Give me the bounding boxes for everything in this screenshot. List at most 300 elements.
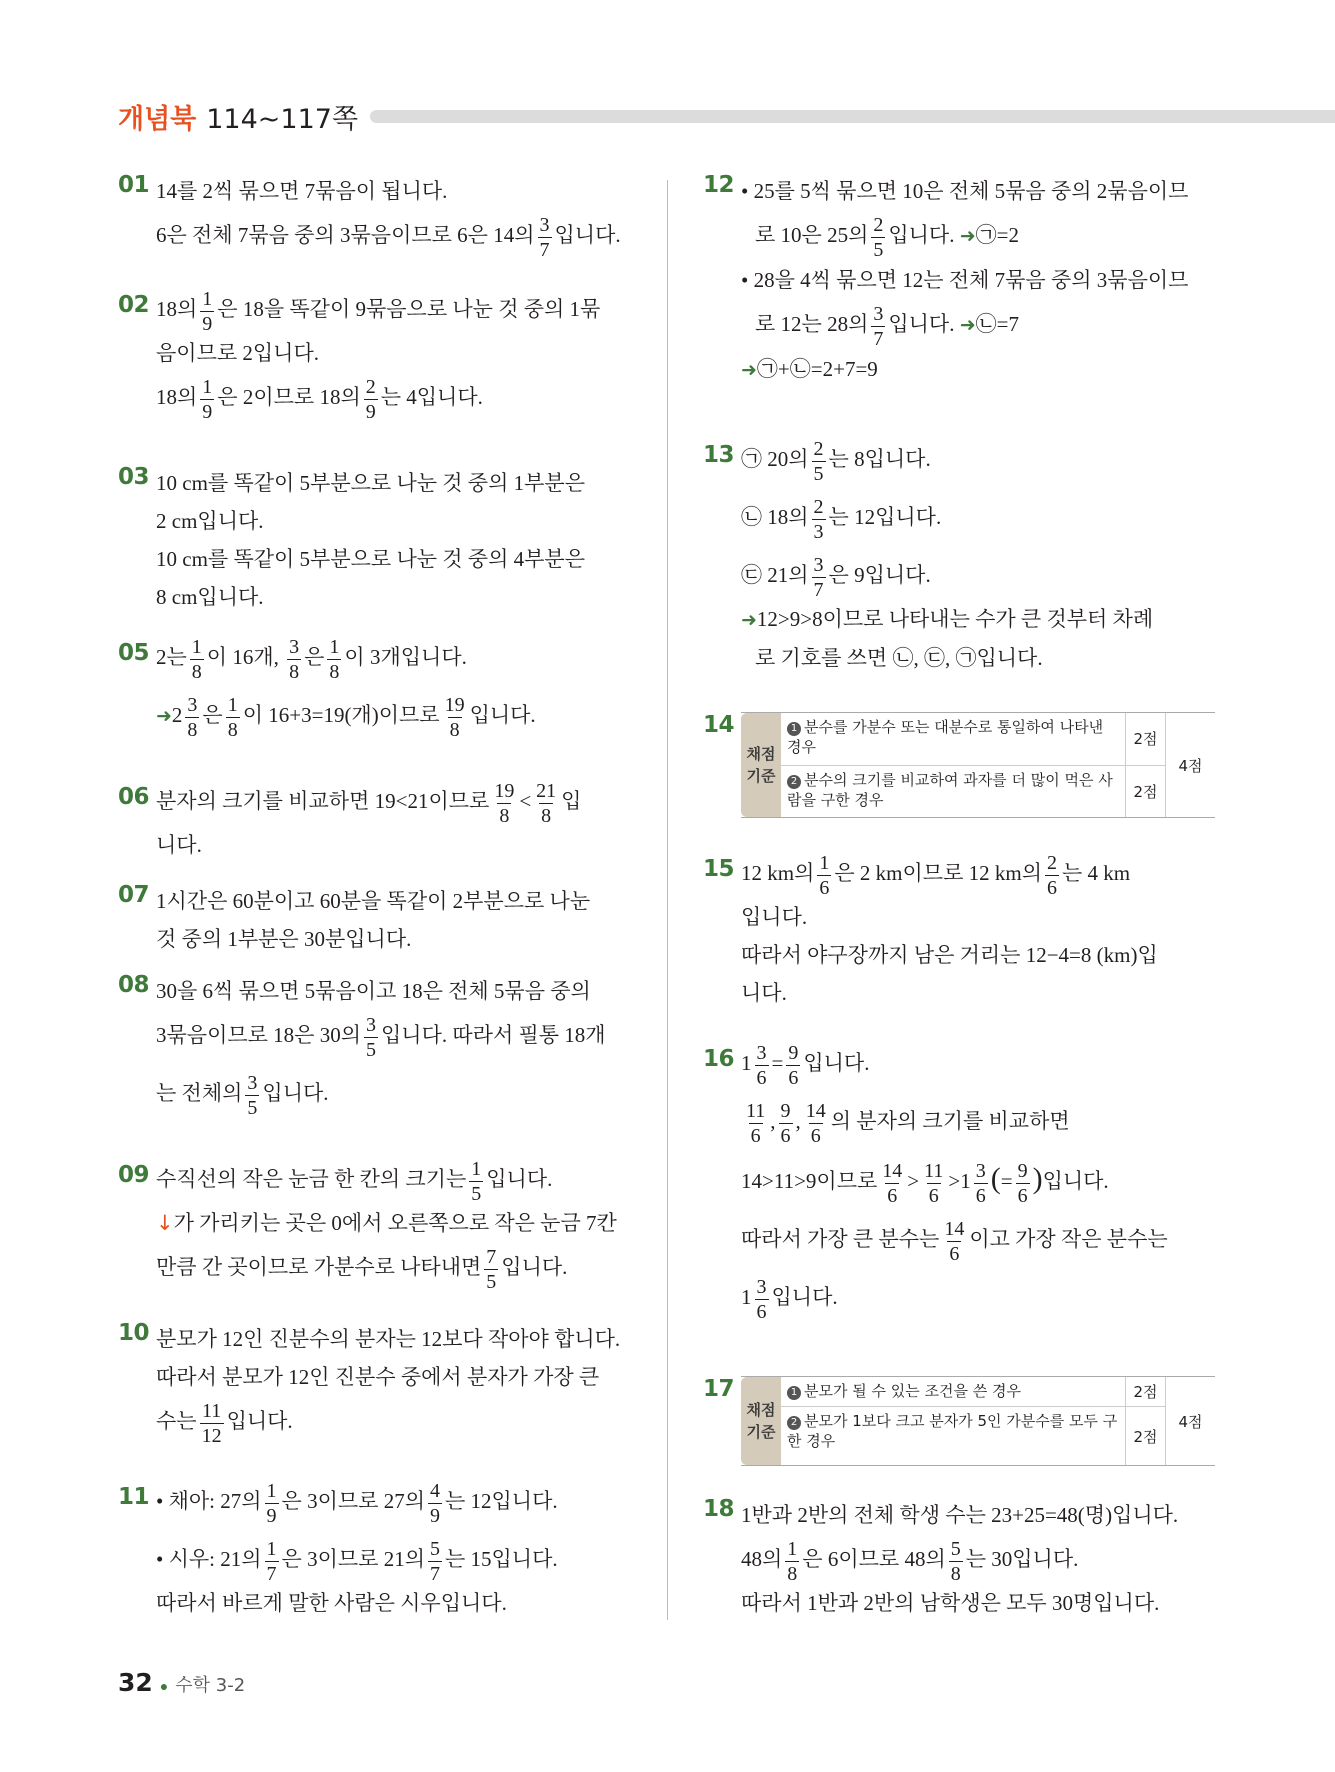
answer-number: 07 <box>118 882 150 908</box>
answer-number: 03 <box>118 464 150 490</box>
rubric-label <box>741 1377 781 1465</box>
numerator: 1 <box>202 375 213 398</box>
text: 분수의 크기를 비교하여 과자를 더 많이 먹은 사람을 구한 경우 <box>787 770 1113 809</box>
numerator: 2 <box>873 213 884 236</box>
fraction <box>443 695 467 740</box>
fraction <box>492 781 516 826</box>
denominator: 6 <box>780 1124 791 1147</box>
denominator: 6 <box>810 1124 821 1147</box>
numerator: 5 <box>950 1537 961 1560</box>
answer-line: $\frac{11}{6}$ , $\frac{9}{6}$ , $\frac{14}{6}$ 의 분자의 크기를 비교하면 <box>746 1099 1070 1147</box>
text: 는 전체의 <box>156 1081 243 1105</box>
rubric-points: 2점 <box>1125 1377 1165 1406</box>
fraction <box>265 1481 279 1526</box>
rubric-rows <box>781 713 1165 817</box>
denominator: 6 <box>949 1242 960 1265</box>
numerator: 3 <box>813 553 824 576</box>
text: ㉠=2 <box>975 223 1019 247</box>
answer-line <box>741 600 1215 639</box>
text: 이 16+3=19(개)이므로 <box>242 703 440 727</box>
text: 18의 <box>156 385 198 409</box>
whole-number: 1 <box>960 1169 971 1193</box>
text: 은 2이므로 18의 <box>217 385 361 409</box>
right-arrow-icon: ➜ <box>959 314 976 336</box>
denominator: 7 <box>873 327 884 350</box>
answer-number: 02 <box>118 292 150 318</box>
fraction <box>922 1161 945 1206</box>
numerator: 2 <box>813 495 824 518</box>
denominator: 6 <box>1046 876 1057 899</box>
text: 는 12입니다. <box>444 1489 558 1513</box>
rubric-points: 2점 <box>1125 713 1165 765</box>
fraction <box>226 695 240 740</box>
rubric-criterion <box>781 713 1125 765</box>
answer-line <box>741 848 1215 898</box>
text: 14>11>9이므로 <box>741 1169 878 1193</box>
text: 은 <box>202 703 223 727</box>
answer-14 <box>703 712 1215 818</box>
rubric-total: 4점 <box>1165 1377 1215 1465</box>
numerator: 21 <box>536 779 557 802</box>
text: 분모가 1보다 크고 분자가 5인 가분수를 모두 구한 경우 <box>787 1412 1118 1450</box>
right-arrow-icon: ➜ <box>156 705 172 727</box>
numerator: 3 <box>366 1013 377 1036</box>
answer-line <box>156 1010 633 1060</box>
answer-line: 1반과 2반의 전체 학생 수는 23+25=48(명)입니다. <box>741 1503 1179 1527</box>
denominator: 6 <box>887 1184 898 1207</box>
text: 입니다. 따라서 필통 18개 <box>381 1023 606 1047</box>
text: 48의 <box>741 1547 783 1571</box>
rubric-criterion <box>781 766 1125 818</box>
numerator: 3 <box>873 302 884 325</box>
answer-line <box>156 1242 633 1292</box>
answer-line: 니다. <box>156 833 202 857</box>
answer-number: 06 <box>118 784 150 810</box>
answer-line: 입니다. <box>741 905 808 929</box>
fraction <box>364 377 378 422</box>
numerator: 9 <box>1017 1159 1028 1182</box>
text: 입니다. <box>1042 1169 1109 1193</box>
rubric-criterion <box>781 1377 1125 1406</box>
answer-number: 18 <box>703 1496 735 1522</box>
numerator: 14 <box>882 1159 903 1182</box>
fraction <box>484 1247 498 1292</box>
answer-number: 05 <box>118 640 150 666</box>
answer-line <box>156 1396 633 1446</box>
denominator: 5 <box>366 1038 377 1061</box>
text: 은 3이므로 27의 <box>281 1489 425 1513</box>
text: ㉡=7 <box>975 312 1019 336</box>
text: ㉠ 20의 <box>741 447 809 471</box>
denominator: 5 <box>486 1270 497 1293</box>
denominator: 7 <box>429 1562 440 1585</box>
circled-two-icon: 2 <box>787 1416 801 1430</box>
page-footer <box>118 1668 245 1697</box>
text: 이 16개, <box>206 645 279 669</box>
text: 12 km의 <box>741 861 815 885</box>
numerator: 1 <box>202 287 213 310</box>
denominator: 6 <box>788 1066 799 1089</box>
numerator: 1 <box>819 851 830 874</box>
fraction <box>327 637 341 682</box>
right-arrow-icon: ➜ <box>741 359 757 381</box>
text: 이 3개입니다. <box>344 645 467 669</box>
answer-line: 따라서 야구장까지 남은 거리는 12−4=8 (km)입 <box>741 943 1158 967</box>
numerator: 9 <box>788 1041 799 1064</box>
answer-line <box>741 299 1215 350</box>
numerator: 11 <box>201 1399 222 1422</box>
rubric-criterion <box>781 1407 1125 1465</box>
numerator: 1 <box>787 1537 798 1560</box>
fraction <box>1045 853 1059 898</box>
text: 입니다. <box>771 1285 838 1309</box>
numerator: 1 <box>266 1479 277 1502</box>
text: 입니다. <box>262 1081 329 1105</box>
numerator: 9 <box>780 1099 791 1122</box>
text: 기준 <box>746 767 776 785</box>
page-header <box>118 96 1335 136</box>
text: 는 30입니다. <box>965 1547 1079 1571</box>
answer-17 <box>703 1376 1215 1466</box>
fraction <box>817 853 831 898</box>
answer-number: 17 <box>703 1376 735 1402</box>
answer-line: 로 기호를 쓰면 ㉡, ㉢, ㉠입니다. <box>755 646 1043 670</box>
rubric-rows <box>781 1377 1165 1465</box>
numerator: 19 <box>444 693 465 716</box>
numerator: 14 <box>944 1217 965 1240</box>
text: 는 4 km <box>1061 861 1131 885</box>
numerator: 3 <box>975 1159 986 1182</box>
text: 는 4입니다. <box>380 385 483 409</box>
fraction <box>949 1539 963 1584</box>
fraction <box>785 1539 799 1584</box>
whole-number: 1 <box>741 1285 752 1309</box>
text: 가 가리키는 곳은 0에서 오른쪽으로 작은 눈금 7칸 <box>173 1211 617 1235</box>
fraction <box>804 1101 828 1146</box>
denominator: 9 <box>202 400 213 423</box>
denominator: 8 <box>187 718 198 741</box>
answer-number: 09 <box>118 1162 150 1188</box>
denominator: 6 <box>756 1066 767 1089</box>
right-arrow-icon: ➜ <box>741 609 757 631</box>
denominator: 6 <box>975 1184 986 1207</box>
answer-line: 음이므로 2입니다. <box>156 341 320 365</box>
answer-line <box>741 434 1215 484</box>
denominator: 9 <box>429 1504 440 1527</box>
numerator: 2 <box>1046 851 1057 874</box>
answer-line: • 28을 4씩 묶으면 12는 전체 7묶음 중의 3묶음이므 <box>741 268 1189 292</box>
fraction <box>200 1401 224 1446</box>
text: 입니다. <box>888 223 955 247</box>
answer-line <box>741 1038 1215 1088</box>
fraction <box>871 215 885 260</box>
numerator: 2 <box>813 437 824 460</box>
numerator: 7 <box>486 1245 497 1268</box>
down-arrow-icon: ↓ <box>156 1211 174 1235</box>
denominator: 8 <box>787 1562 798 1585</box>
denominator: 8 <box>227 718 238 741</box>
equals-sign: = <box>771 1051 784 1075</box>
answer-line: 니다. <box>741 981 787 1005</box>
text: 는 8입니다. <box>828 447 931 471</box>
text: 기준 <box>746 1423 776 1441</box>
answer-line <box>156 632 633 682</box>
fraction <box>755 1043 769 1088</box>
answer-number: 11 <box>118 1484 150 1510</box>
fraction <box>428 1539 442 1584</box>
denominator: 8 <box>289 660 300 683</box>
denominator: 9 <box>202 312 213 335</box>
fraction <box>200 289 214 334</box>
text: 는 15입니다. <box>444 1547 558 1571</box>
denominator: 8 <box>541 804 552 827</box>
text: 는 12입니다. <box>828 505 942 529</box>
bullet-dot-icon: ● <box>159 1680 169 1695</box>
numerator: 1 <box>329 635 340 658</box>
page-range: 114~117쪽 <box>206 103 359 135</box>
rubric-row <box>781 1407 1165 1465</box>
text: 입 <box>561 789 582 813</box>
text: 입니다. <box>501 1255 568 1279</box>
answer-line: 것 중의 1부분은 30분입니다. <box>156 927 412 951</box>
denominator: 8 <box>950 1562 961 1585</box>
text: 은 6이므로 48의 <box>802 1547 946 1571</box>
page-number: 32 <box>118 1668 153 1697</box>
text: 채점 <box>746 1401 776 1419</box>
answer-line: 10 cm를 똑같이 5부분으로 나눈 것 중의 1부분은 <box>156 471 585 495</box>
numerator: 3 <box>289 635 300 658</box>
denominator: 6 <box>1017 1184 1028 1207</box>
rubric-points: 2점 <box>1125 766 1165 818</box>
denominator: 8 <box>329 660 340 683</box>
answer-line <box>741 1214 1215 1264</box>
scoring-rubric <box>741 1376 1215 1466</box>
text: • 채아: 27의 <box>156 1489 262 1513</box>
denominator: 5 <box>813 462 824 485</box>
text: 수직선의 작은 눈금 한 칸의 크기는 <box>156 1167 467 1191</box>
scoring-rubric <box>741 712 1215 818</box>
text: 입니다. <box>803 1051 870 1075</box>
answer-line <box>741 550 1215 600</box>
fraction <box>538 215 552 260</box>
denominator: 12 <box>201 1424 222 1447</box>
denominator: 7 <box>266 1562 277 1585</box>
fraction <box>755 1277 769 1322</box>
denominator: 6 <box>750 1124 761 1147</box>
answer-number: 15 <box>703 856 735 882</box>
text: 은 9입니다. <box>828 563 931 587</box>
text: 입니다. <box>469 703 536 727</box>
numerator: 1 <box>227 693 238 716</box>
text: ㉢ 21의 <box>741 563 809 587</box>
text: 로 10은 25의 <box>755 223 869 247</box>
answer-line: 따라서 1반과 2반의 남학생은 모두 30명입니다. <box>741 1591 1160 1615</box>
text: 12>9>8이므로 나타내는 수가 큰 것부터 차례 <box>756 607 1154 631</box>
numerator: 11 <box>924 1159 944 1182</box>
fraction <box>974 1161 988 1206</box>
denominator: 7 <box>813 578 824 601</box>
numerator: 1 <box>266 1537 277 1560</box>
answer-line <box>156 372 633 422</box>
numerator: 1 <box>471 1157 482 1180</box>
text: 3묶음이므로 18은 30의 <box>156 1023 362 1047</box>
fraction <box>1016 1161 1030 1206</box>
rubric-total: 4점 <box>1165 713 1215 817</box>
answer-line <box>741 210 1215 261</box>
answer-line: 14를 2씩 묶으면 7묶음이 됩니다. <box>156 179 448 203</box>
text: 6은 전체 7묶음 중의 3묶음이므로 6은 14의 <box>156 223 535 247</box>
fraction <box>200 377 214 422</box>
text: 은 18을 똑같이 9묶음으로 나눈 것 중의 1묶 <box>217 297 601 321</box>
numerator: 5 <box>429 1537 440 1560</box>
fraction <box>942 1219 966 1264</box>
denominator: 5 <box>873 238 884 261</box>
fraction <box>812 555 826 600</box>
rubric-row <box>781 713 1165 766</box>
numerator: 4 <box>429 1479 440 1502</box>
answer-line <box>156 1068 633 1118</box>
denominator: 9 <box>365 400 376 423</box>
text: 분수를 가분수 또는 대분수로 통일하여 나타낸 경우 <box>787 718 1104 756</box>
numerator: 11 <box>746 1099 766 1122</box>
denominator: 5 <box>247 1096 258 1119</box>
text: 은 2 km이므로 12 km의 <box>834 861 1042 885</box>
denominator: 5 <box>471 1182 482 1205</box>
rubric-row <box>781 1377 1165 1407</box>
answer-line <box>741 350 1215 389</box>
numerator: 3 <box>247 1071 258 1094</box>
concept-book-label: 개념북 <box>118 103 197 135</box>
text: 입니다. <box>226 1409 293 1433</box>
numerator: 1 <box>191 635 202 658</box>
answer-number: 12 <box>703 172 735 198</box>
text: 18의 <box>156 297 198 321</box>
fraction <box>786 1043 800 1088</box>
text: 따라서 가장 큰 분수는 <box>741 1227 940 1251</box>
fraction <box>534 781 558 826</box>
text: 입니다. <box>554 223 621 247</box>
fraction <box>190 637 204 682</box>
text: 의 분자의 크기를 비교하면 <box>830 1109 1070 1133</box>
circled-one-icon: 1 <box>787 1386 801 1400</box>
denominator: 6 <box>928 1184 939 1207</box>
answer-line: 14>11>9이므로 $\frac{14}{6}$ > $\frac{11}{6}$ >1 $\frac{3}{6}$ (= $\frac{9}{6}$ )입니다. <box>741 1159 1109 1207</box>
right-arrow-icon: ➜ <box>959 225 976 247</box>
whole-number: 2 <box>171 703 183 727</box>
text: 로 12는 28의 <box>755 312 869 336</box>
numerator: 3 <box>756 1041 767 1064</box>
text: 입니다. <box>888 312 955 336</box>
answer-line <box>156 284 633 334</box>
text: 채점 <box>746 745 776 763</box>
rubric-row <box>781 766 1165 818</box>
denominator: 8 <box>449 718 460 741</box>
answer-line: 분모가 12인 진분수의 분자는 12보다 작아야 합니다. <box>156 1327 621 1351</box>
column-divider <box>667 180 668 1620</box>
answer-line: 1시간은 60분이고 60분을 똑같이 2부분으로 나눈 <box>156 889 591 913</box>
answer-line: 2 cm입니다. <box>156 509 264 533</box>
text: 입니다. <box>486 1167 553 1191</box>
fraction <box>428 1481 442 1526</box>
answer-line <box>156 210 633 260</box>
text: 2는 <box>156 645 187 669</box>
header-bar <box>370 110 1335 123</box>
answer-line <box>741 1534 1215 1584</box>
fraction <box>185 695 199 740</box>
fraction <box>245 1073 259 1118</box>
denominator: 6 <box>756 1300 767 1323</box>
answer-line <box>741 1272 1215 1322</box>
text: 은 3이므로 21의 <box>281 1547 425 1571</box>
answer-line <box>156 690 633 741</box>
answer-line <box>156 1154 633 1204</box>
denominator: 9 <box>266 1504 277 1527</box>
answer-number: 13 <box>703 442 735 468</box>
text: • 시우: 21의 <box>156 1547 262 1571</box>
text: ㉠+㉡=2+7=9 <box>756 357 878 381</box>
answer-number: 14 <box>703 712 735 738</box>
numerator: 3 <box>187 693 198 716</box>
numerator: 14 <box>805 1099 826 1122</box>
fraction <box>265 1539 279 1584</box>
text: 수는 <box>156 1409 197 1433</box>
denominator: 8 <box>499 804 510 827</box>
text: 만큼 간 곳이므로 가분수로 나타내면 <box>156 1255 482 1279</box>
text: 이고 가장 작은 분수는 <box>969 1227 1168 1251</box>
answer-line <box>741 492 1215 542</box>
whole-number: 1 <box>741 1051 752 1075</box>
denominator: 6 <box>819 876 830 899</box>
numerator: 19 <box>494 779 515 802</box>
text: 은 <box>304 645 325 669</box>
answer-number: 01 <box>118 172 150 198</box>
answer-line: 8 cm입니다. <box>156 585 264 609</box>
text: 분모가 될 수 있는 조건을 쓴 경우 <box>804 1382 1021 1400</box>
text: 분자의 크기를 비교하면 19<21이므로 <box>156 789 490 813</box>
fraction <box>812 439 826 484</box>
fraction <box>744 1101 767 1146</box>
answer-line <box>156 1476 633 1526</box>
denominator: 3 <box>813 520 824 543</box>
circled-one-icon: 1 <box>787 722 801 736</box>
text: ㉡ 18의 <box>741 505 809 529</box>
answer-number: 08 <box>118 972 150 998</box>
circled-two-icon: 2 <box>787 775 801 789</box>
fraction <box>779 1101 793 1146</box>
denominator: 8 <box>191 660 202 683</box>
numerator: 2 <box>365 375 376 398</box>
rubric-label <box>741 713 781 817</box>
answer-line <box>156 776 633 826</box>
answer-line <box>156 1204 633 1242</box>
fraction <box>880 1161 904 1206</box>
book-title: 수학 3-2 <box>175 1675 246 1696</box>
numerator: 3 <box>756 1275 767 1298</box>
fraction <box>812 497 826 542</box>
answer-number: 10 <box>118 1320 150 1346</box>
answer-line: 30을 6씩 묶으면 5묶음이고 18은 전체 5묶음 중의 <box>156 979 591 1003</box>
answer-line: • 25를 5씩 묶으면 10은 전체 5묶음 중의 2묶음이므 <box>741 179 1189 203</box>
less-than-sign: < <box>519 789 532 813</box>
answer-line: 따라서 분모가 12인 진분수 중에서 분자가 가장 큰 <box>156 1365 600 1389</box>
answer-line: 따라서 바르게 말한 사람은 시우입니다. <box>156 1591 507 1615</box>
rubric-points: 2점 <box>1125 1407 1165 1465</box>
denominator: 7 <box>539 238 550 261</box>
fraction <box>287 637 301 682</box>
answer-line: 10 cm를 똑같이 5부분으로 나눈 것 중의 4부분은 <box>156 547 585 571</box>
fraction <box>364 1015 378 1060</box>
answer-number: 16 <box>703 1046 735 1072</box>
